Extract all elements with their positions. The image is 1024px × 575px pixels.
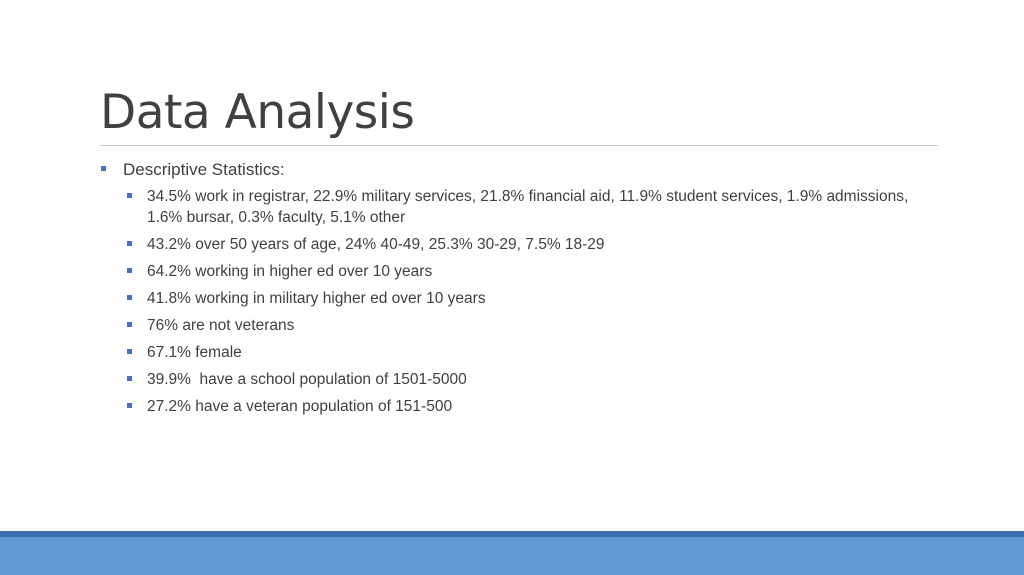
sub-bullet-text: 41.8% working in military higher ed over 10 years	[147, 290, 486, 307]
title-divider	[100, 145, 938, 146]
sub-bullet-text: 34.5% work in registrar, 22.9% military services, 21.8% financial aid, 11.9% student services, 1.9% admissions, 1.6% bursar, 0.3% faculty, 5.1% other	[147, 188, 909, 226]
sub-bullet-item	[147, 234, 920, 255]
bullet-heading-text: Descriptive Statistics:	[123, 160, 285, 179]
square-bullet-icon	[127, 193, 132, 198]
sub-bullet-list	[100, 186, 920, 417]
square-bullet-icon	[127, 268, 132, 273]
square-bullet-icon	[127, 322, 132, 327]
square-bullet-icon	[127, 349, 132, 354]
square-bullet-icon	[127, 403, 132, 408]
sub-bullet-item	[147, 342, 920, 363]
sub-bullet-text: 27.2% have a veteran population of 151-500	[147, 398, 453, 415]
sub-bullet-text: 43.2% over 50 years of age, 24% 40-49, 25.3% 30-29, 7.5% 18-29	[147, 236, 605, 253]
sub-bullet-item	[147, 369, 920, 390]
sub-bullet-item	[147, 261, 920, 282]
square-bullet-icon	[127, 376, 132, 381]
sub-bullet-item	[147, 315, 920, 336]
sub-bullet-text: 76% are not veterans	[147, 317, 295, 334]
sub-bullet-text: 67.1% female	[147, 344, 242, 361]
square-bullet-icon	[127, 295, 132, 300]
sub-bullet-text: 39.9% have a school population of 1501-5000	[147, 371, 467, 388]
slide-content	[100, 158, 920, 423]
slide-title: Data Analysis	[100, 85, 415, 140]
bullet-level1-descriptive-statistics	[100, 158, 920, 182]
footer-band	[0, 537, 1024, 575]
sub-bullet-item	[147, 396, 920, 417]
square-bullet-icon	[127, 241, 132, 246]
sub-bullet-item	[147, 186, 920, 228]
square-bullet-icon	[101, 166, 106, 171]
sub-bullet-item	[147, 288, 920, 309]
sub-bullet-text: 64.2% working in higher ed over 10 years	[147, 263, 433, 280]
